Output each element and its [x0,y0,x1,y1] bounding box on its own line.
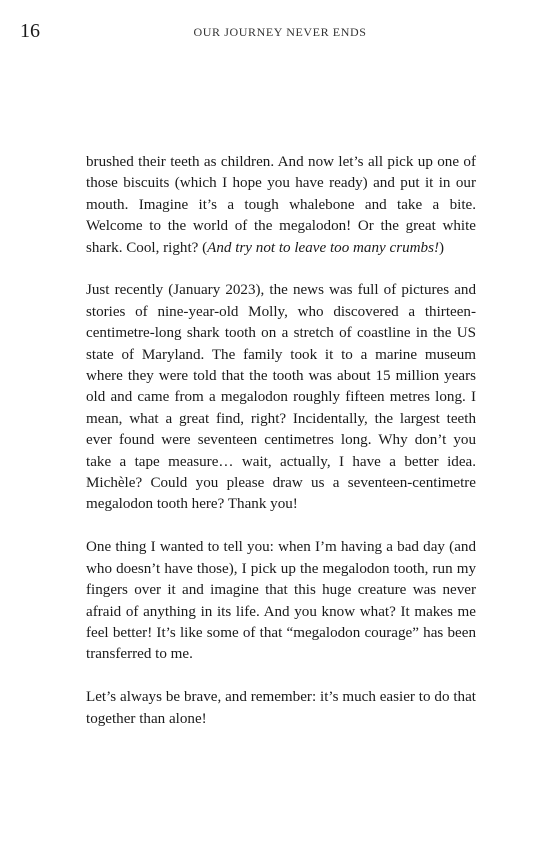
paragraph-2: Just recently (January 2023), the news was full of pictures and stories of nine-year-old Molly, who discovered a thirteen-centimetre-long shark tooth on a stretch of coastline in the US state of Maryland. The family took it to a marine museum where they were told that the tooth was about 15 million years old and came from a megalodon roughly fifteen metres long. I mean, what a great find, right? Incidentally, the largest teeth ever found were seventeen centimetres long. Why don’t you take a tape measure… wait, actually, I have a better idea. Michèle? Could you please draw us a seventeen-centimetre megalodon tooth here? Thank you! [86,282,476,513]
paragraph-3: One thing I wanted to tell you: when I’m having a bad day (and who doesn’t have those), I pick up the megalodon tooth, run my fingers over it and imagine that this huge creature was never afraid of anything in its life. And you know what? It makes me feel better! It’s like some of that “megalodon courage” has been transferred to me. [86,539,476,663]
paragraph-1-text-end: ) [438,239,444,256]
page-number: 16 [20,20,40,42]
paragraph-1-text: brushed their teeth as children. And now let’s all pick up one of those biscuits (which I hope you have ready) and put it in our mouth. Imagine it’s a tough whalebone and take a bite. Welcome to the world of the megalodon! Or the great white shark. Cool, right? ( [86,154,476,256]
body-text [86,152,476,751]
paragraph-4: Let’s always be brave, and remember: it’s much easier to do that together than alone! [86,689,476,727]
running-header: OUR JOURNEY NEVER ENDS [193,25,367,39]
paragraph-1-italic: And try not to leave too many crumbs! [207,239,439,256]
paragraph-1 [86,152,476,259]
